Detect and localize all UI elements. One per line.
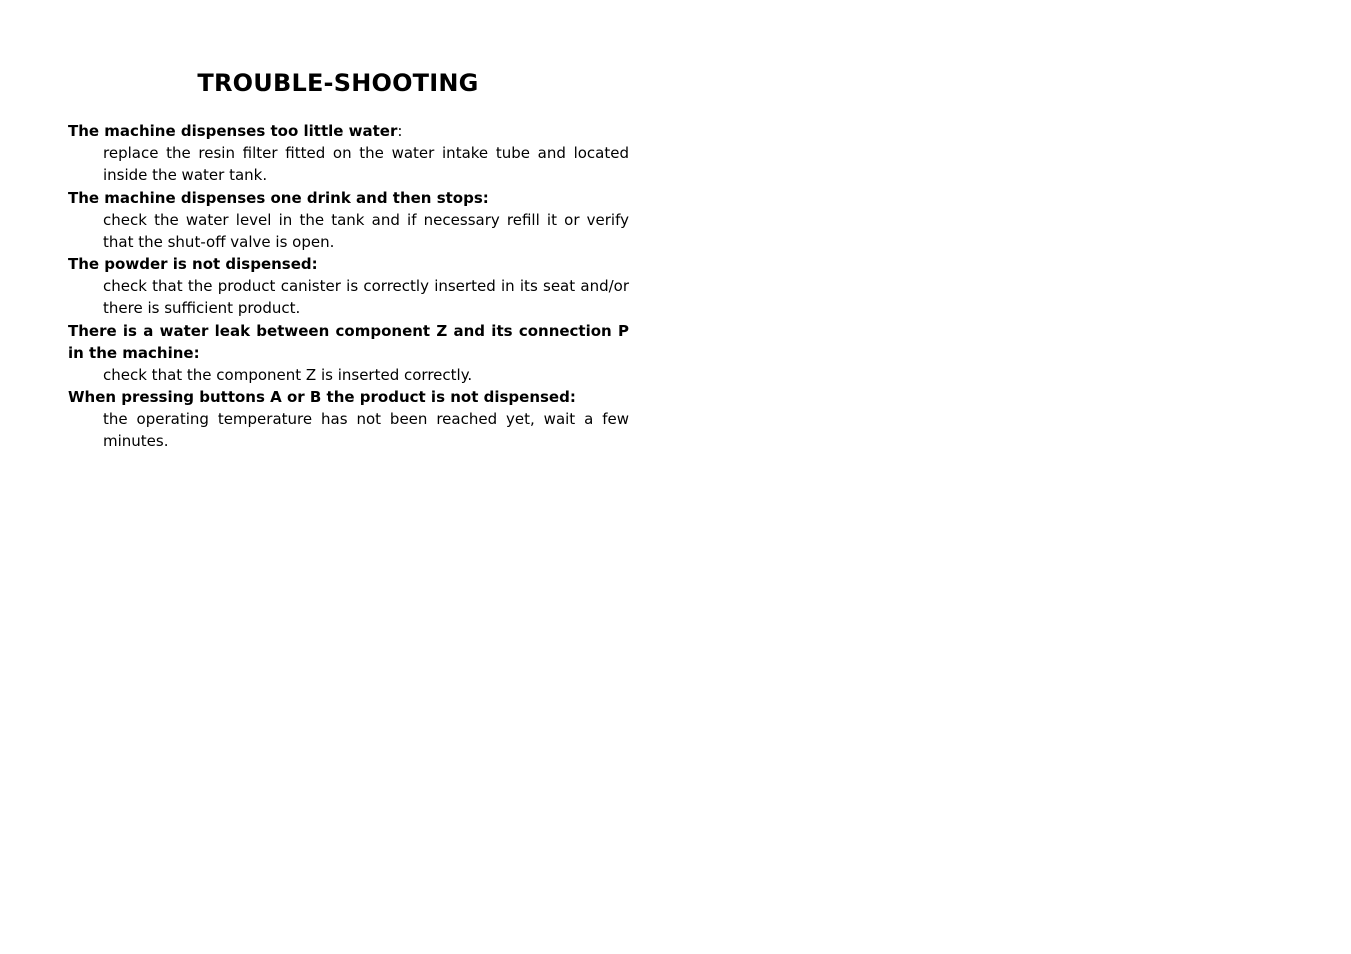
page-title: TROUBLE-SHOOTING — [197, 69, 479, 97]
remedy-text: the operating temperature has not been reached yet, wait a few minutes. — [103, 410, 629, 451]
issue-heading — [68, 187, 629, 209]
troubleshooting-item — [68, 253, 629, 320]
troubleshooting-item — [68, 187, 629, 254]
issue-heading — [68, 386, 629, 408]
issue-text: When pressing buttons A or B the product is not dispensed: — [68, 388, 576, 407]
troubleshooting-item — [68, 120, 629, 187]
issue-heading — [68, 253, 629, 275]
issue-suffix: : — [397, 122, 403, 140]
issue-text: The machine dispenses one drink and then stops: — [68, 188, 489, 207]
issue-heading — [68, 320, 629, 364]
issue-heading — [68, 120, 629, 142]
remedy-text: check that the component Z is inserted correctly. — [103, 365, 473, 384]
remedy-text: check that the product canister is correctly inserted in its seat and/or there is sufficient product. — [103, 277, 629, 318]
troubleshooting-item — [68, 386, 629, 453]
issue-text: The machine dispenses too little water — [68, 122, 398, 140]
issue-text: The powder is not dispensed: — [68, 255, 318, 274]
troubleshooting-page — [68, 66, 629, 453]
remedy-text: check the water level in the tank and if necessary refill it or verify that the shut-off valve is open. — [103, 210, 629, 251]
issue-text: There is a water leak between component Z and its connection P in the machine: — [68, 321, 629, 362]
troubleshooting-list — [68, 120, 629, 453]
remedy-text: replace the resin filter fitted on the water intake tube and located inside the water tank. — [103, 144, 629, 185]
troubleshooting-item — [68, 320, 629, 386]
